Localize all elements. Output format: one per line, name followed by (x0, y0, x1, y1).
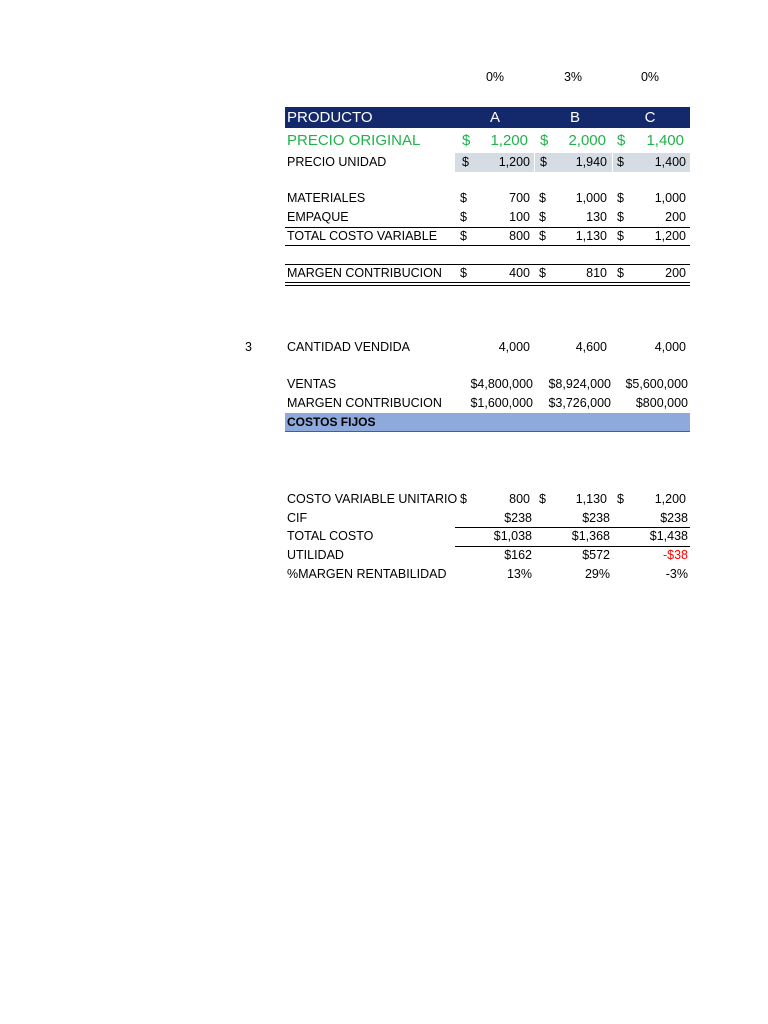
utilidad-b[interactable]: $572 (582, 548, 610, 562)
materiales-label[interactable]: MATERIALES (287, 191, 366, 205)
header-col-c[interactable]: C (644, 109, 656, 126)
utilidad-c[interactable]: -$38 (662, 548, 688, 562)
materiales-c[interactable]: 1,000 (654, 191, 686, 205)
cif-label[interactable]: CIF (287, 511, 308, 525)
currency-sign: $ (460, 210, 467, 224)
margen-contribucion-unit-b[interactable]: 810 (586, 266, 607, 280)
currency-sign: $ (540, 132, 549, 149)
cantidad-vendida-label[interactable]: CANTIDAD VENDIDA (287, 340, 410, 354)
double-underline (285, 282, 690, 283)
total-costo-variable-c[interactable]: 1,200 (654, 229, 686, 243)
header-producto[interactable]: PRODUCTO (287, 109, 373, 126)
percent-row (0, 68, 768, 87)
cantidad-vendida-b[interactable]: 4,600 (575, 340, 607, 354)
currency-sign: $ (460, 229, 467, 243)
total-costo-variable-row (0, 227, 768, 246)
total-costo-a[interactable]: $1,038 (493, 529, 532, 543)
currency-sign: $ (462, 155, 469, 169)
ventas-label[interactable]: VENTAS (287, 377, 337, 391)
utilidad-a[interactable]: $162 (504, 548, 532, 562)
empaque-a[interactable]: 100 (509, 210, 530, 224)
currency-sign: $ (617, 492, 624, 506)
currency-sign: $ (617, 229, 624, 243)
total-costo-variable-label[interactable]: TOTAL COSTO VARIABLE (287, 229, 438, 243)
pct-b[interactable]: 3% (563, 70, 583, 84)
costos-fijos-row (0, 413, 768, 431)
utilidad-row (0, 546, 768, 565)
margen-contribucion-total-b[interactable]: $3,726,000 (548, 396, 611, 410)
margen-contribucion-unit-row (0, 264, 768, 283)
materiales-a[interactable]: 700 (509, 191, 530, 205)
currency-sign: $ (539, 266, 546, 280)
materiales-b[interactable]: 1,000 (575, 191, 607, 205)
costo-variable-unitario-a[interactable]: 800 (509, 492, 530, 506)
margen-rentabilidad-a[interactable]: 13% (506, 567, 532, 581)
currency-sign: $ (460, 266, 467, 280)
margen-contribucion-unit-label[interactable]: MARGEN CONTRIBUCION (287, 266, 442, 280)
side-number[interactable]: 3 (245, 340, 252, 354)
currency-sign: $ (539, 191, 546, 205)
pct-a[interactable]: 0% (485, 70, 505, 84)
margen-rentabilidad-row (0, 565, 768, 584)
cantidad-vendida-row (0, 338, 768, 357)
margen-contribucion-total-c[interactable]: $800,000 (635, 396, 688, 410)
cif-row (0, 509, 768, 528)
currency-sign: $ (460, 191, 467, 205)
header-col-b[interactable]: B (569, 109, 580, 126)
margen-contribucion-total-a[interactable]: $1,600,000 (470, 396, 533, 410)
costo-variable-unitario-b[interactable]: 1,130 (575, 492, 607, 506)
empaque-b[interactable]: 130 (586, 210, 607, 224)
empaque-label[interactable]: EMPAQUE (287, 210, 349, 224)
currency-sign: $ (617, 266, 624, 280)
currency-sign: $ (617, 191, 624, 205)
currency-sign: $ (540, 155, 547, 169)
total-costo-row (0, 527, 768, 546)
precio-unidad-b[interactable]: 1,940 (575, 155, 607, 169)
utilidad-label[interactable]: UTILIDAD (287, 548, 344, 562)
cif-c[interactable]: $238 (660, 511, 688, 525)
precio-original-b[interactable]: 2,000 (568, 132, 606, 149)
pct-c[interactable]: 0% (640, 70, 660, 84)
empaque-row (0, 208, 768, 227)
costos-fijos-label[interactable]: COSTOS FIJOS (287, 415, 376, 429)
margen-contribucion-unit-a[interactable]: 400 (509, 266, 530, 280)
margen-rentabilidad-c[interactable]: -3% (665, 567, 688, 581)
total-costo-variable-a[interactable]: 800 (509, 229, 530, 243)
total-costo-variable-b[interactable]: 1,130 (575, 229, 607, 243)
costo-variable-unitario-row (0, 490, 768, 509)
total-costo-c[interactable]: $1,438 (649, 529, 688, 543)
precio-original-c[interactable]: 1,400 (646, 132, 684, 149)
ventas-c[interactable]: $5,600,000 (625, 377, 688, 391)
header-col-a[interactable]: A (489, 109, 500, 126)
currency-sign: $ (460, 492, 467, 506)
empaque-c[interactable]: 200 (665, 210, 686, 224)
ventas-row (0, 375, 768, 394)
total-costo-b[interactable]: $1,368 (571, 529, 610, 543)
margen-rentabilidad-label[interactable]: %MARGEN RENTABILIDAD (287, 567, 447, 581)
margen-contribucion-total-label[interactable]: MARGEN CONTRIBUCION (287, 396, 442, 410)
margen-rentabilidad-b[interactable]: 29% (584, 567, 610, 581)
ventas-a[interactable]: $4,800,000 (470, 377, 533, 391)
margen-contribucion-unit-c[interactable]: 200 (665, 266, 686, 280)
costo-variable-unitario-c[interactable]: 1,200 (654, 492, 686, 506)
double-underline (285, 285, 690, 286)
precio-original-a[interactable]: 1,200 (490, 132, 528, 149)
costo-variable-unitario-label[interactable]: COSTO VARIABLE UNITARIO (287, 492, 458, 506)
currency-sign: $ (462, 132, 471, 149)
precio-unidad-a[interactable]: 1,200 (498, 155, 530, 169)
precio-original-label[interactable]: PRECIO ORIGINAL (287, 132, 421, 149)
ventas-b[interactable]: $8,924,000 (548, 377, 611, 391)
currency-sign: $ (539, 492, 546, 506)
precio-unidad-row (0, 153, 768, 172)
currency-sign: $ (539, 229, 546, 243)
currency-sign: $ (617, 210, 624, 224)
total-costo-label[interactable]: TOTAL COSTO (287, 529, 374, 543)
margen-contribucion-total-row (0, 394, 768, 413)
precio-original-row (0, 129, 768, 153)
cantidad-vendida-a[interactable]: 4,000 (498, 340, 530, 354)
header-row (0, 107, 768, 128)
cantidad-vendida-c[interactable]: 4,000 (654, 340, 686, 354)
precio-unidad-label[interactable]: PRECIO UNIDAD (287, 155, 387, 169)
currency-sign: $ (539, 210, 546, 224)
divider-line (285, 245, 690, 246)
cif-a[interactable]: $238 (504, 511, 532, 525)
materiales-row (0, 189, 768, 208)
currency-sign: $ (617, 132, 626, 149)
precio-unidad-c[interactable]: 1,400 (654, 155, 686, 169)
cif-b[interactable]: $238 (582, 511, 610, 525)
currency-sign: $ (617, 155, 624, 169)
